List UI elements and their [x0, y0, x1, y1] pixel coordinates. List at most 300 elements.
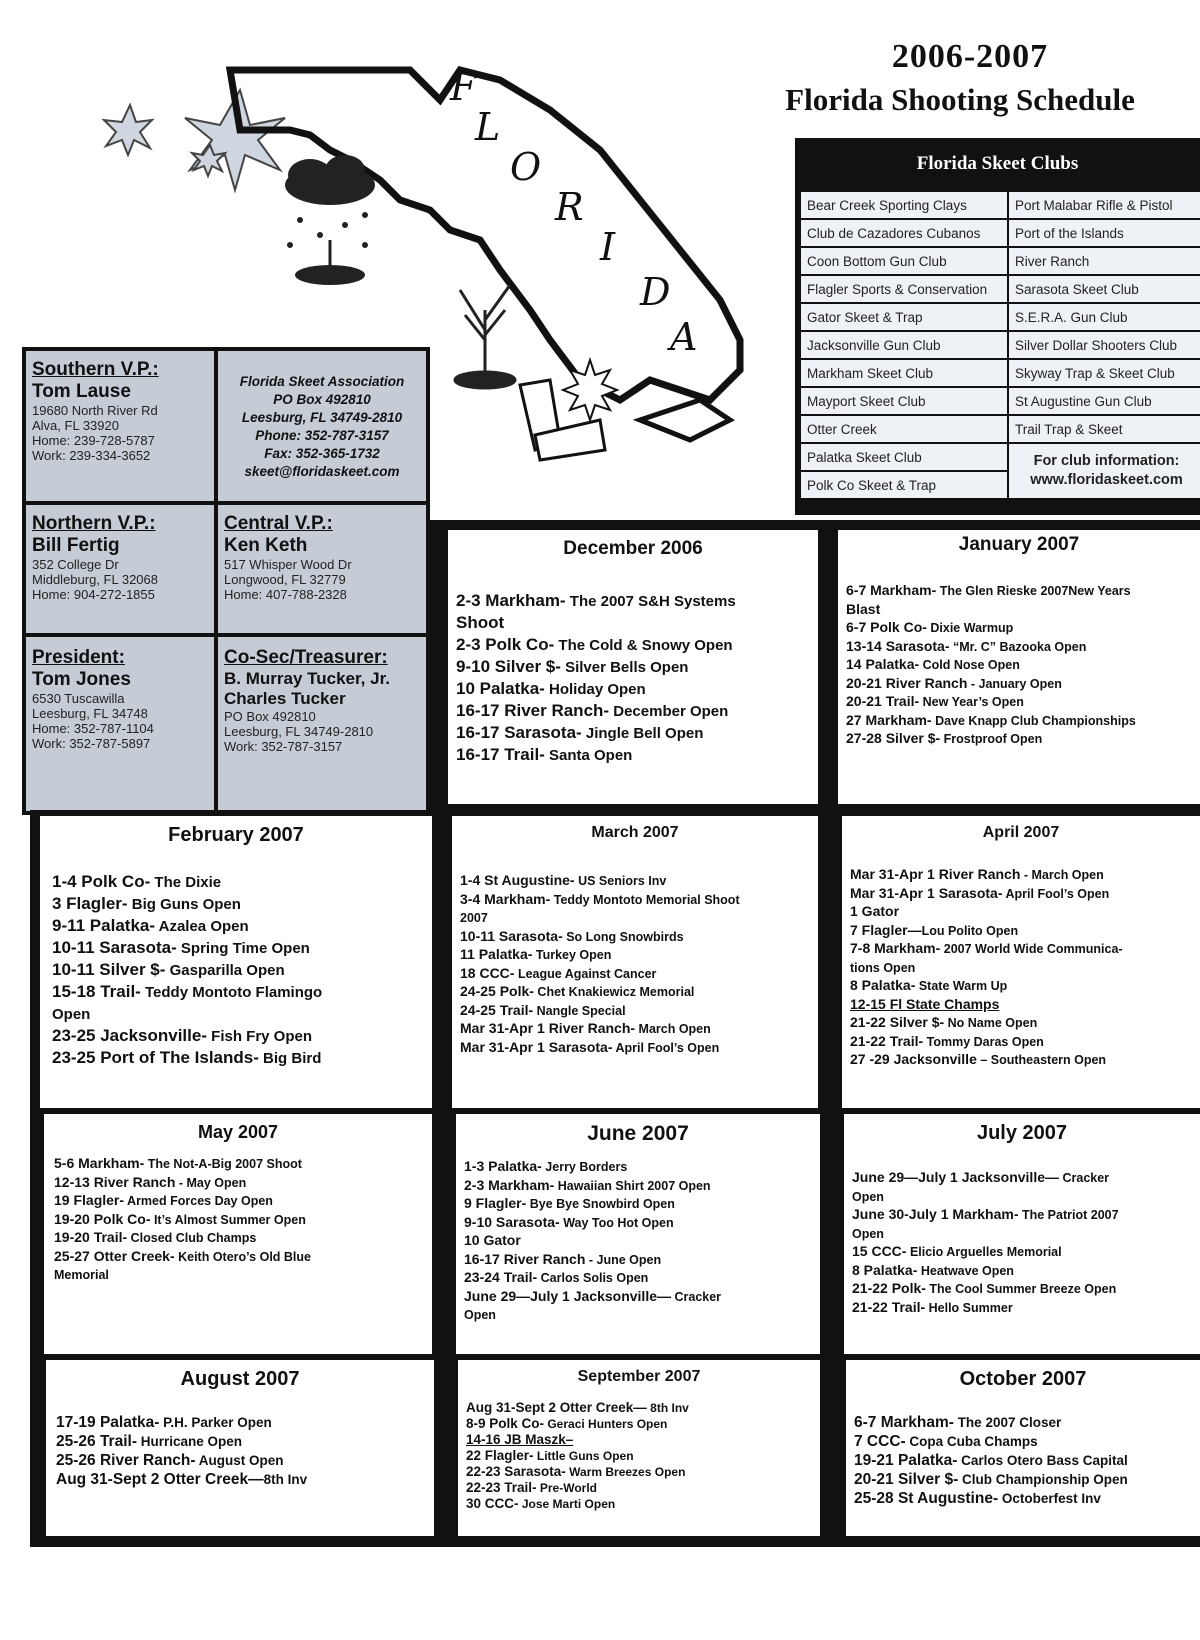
event-line	[466, 1496, 812, 1512]
event-location: 8 Palatka-	[850, 977, 916, 993]
event-line	[846, 712, 1192, 731]
event-description: The Glen Rieske 2007New Years	[936, 584, 1131, 598]
event-location: June 29—July 1 Jacksonville—	[852, 1169, 1059, 1185]
event-location: 1-3 Palatka-	[464, 1158, 542, 1174]
event-description: Lou Polito Open	[921, 923, 1019, 938]
event-description: Carlos Otero Bass Capital	[957, 1453, 1128, 1468]
officer-role: Northern V.P.:	[32, 513, 156, 534]
event-location: Aug 31-Sept 2 Otter Creek—	[466, 1400, 647, 1415]
club-row	[800, 219, 1200, 247]
month-title: March 2007	[591, 824, 679, 841]
event-location: 25-28 St Augustine-	[854, 1490, 999, 1507]
event-location: 27 -29 Jacksonville	[850, 1051, 977, 1067]
event-location: 7-8 Markham-	[850, 940, 941, 956]
event-location: 11 Palatka-	[460, 946, 533, 962]
officer-address: 6530 Tuscawilla	[32, 691, 125, 706]
officer-city: Alva, FL 33920	[32, 418, 119, 433]
bottom-border	[30, 1537, 1200, 1547]
event-description: Keith Otero’s Old Blue	[174, 1249, 311, 1264]
event-description: Teddy Montoto Flamingo	[140, 984, 323, 1001]
event-line	[850, 866, 1192, 885]
club-name: Sarasota Skeet Club	[1008, 275, 1200, 303]
month-cell-june	[456, 1114, 820, 1354]
central-vp-card	[218, 505, 426, 633]
event-description: Cracker	[1059, 1171, 1110, 1185]
event-line	[852, 1225, 1192, 1244]
event-line	[466, 1480, 812, 1496]
officer-city: Leesburg, FL 34748	[32, 706, 148, 721]
officer-name: Ken Keth	[224, 535, 308, 556]
event-location: 30 CCC-	[466, 1496, 519, 1511]
event-line	[54, 1155, 422, 1174]
event-line	[852, 1169, 1192, 1188]
event-location: 20-21 Silver $-	[854, 1471, 959, 1488]
event-description: 8th Inv	[646, 1401, 689, 1415]
event-line	[854, 1432, 1192, 1451]
officer-role: Central V.P.:	[224, 513, 333, 534]
officer-name: Tom Jones	[32, 669, 131, 690]
month-title: August 2007	[180, 1368, 300, 1390]
event-description: Chet Knakiewicz Memorial	[533, 985, 695, 999]
event-description: Tommy Daras Open	[923, 1034, 1044, 1049]
event-description: The Patriot 2007	[1018, 1208, 1119, 1222]
event-description: August Open	[195, 1453, 284, 1468]
officer-home-phone: Home: 239-728-5787	[32, 433, 155, 448]
event-location: Blast	[846, 600, 881, 617]
officer-work-phone: Work: 352-787-3157	[224, 739, 343, 754]
event-line	[460, 1020, 810, 1039]
month-cell-september	[458, 1360, 820, 1536]
event-line	[460, 1039, 810, 1058]
event-description: Cold Nose Open	[919, 658, 1020, 672]
club-name: Bear Creek Sporting Clays	[800, 191, 1008, 219]
event-line	[52, 959, 420, 981]
event-location: 25-26 Trail-	[56, 1433, 137, 1450]
event-line	[456, 744, 810, 766]
officer-address: 517 Whisper Wood Dr	[224, 557, 352, 572]
event-description: Copa Cuba Champs	[905, 1434, 1038, 1449]
club-name: Gator Skeet & Trap	[800, 303, 1008, 331]
skeet-clubs-table	[799, 190, 1200, 500]
event-location: 9-10 Silver $-	[456, 657, 561, 676]
association-fax: Fax: 352-365-1732	[264, 446, 380, 461]
event-line	[850, 903, 1192, 922]
event-location: 1-4 Polk Co-	[52, 872, 151, 891]
event-description: Closed Club Champs	[127, 1231, 257, 1245]
month-cell-october	[846, 1360, 1200, 1536]
event-location: 12-15 Fl State Champs	[850, 995, 1000, 1012]
event-description: Warm Breezes Open	[565, 1465, 686, 1479]
event-line	[54, 1229, 422, 1248]
event-line	[56, 1432, 424, 1451]
club-name: Skyway Trap & Skeet Club	[1008, 359, 1200, 387]
event-line	[464, 1158, 812, 1177]
event-description: Jose Marti Open	[518, 1497, 616, 1511]
officer-name: Bill Fertig	[32, 535, 120, 556]
event-line	[52, 893, 420, 915]
event-location: 22 Flagler-	[466, 1448, 534, 1463]
event-location: 10 Palatka-	[456, 679, 545, 698]
event-line	[52, 871, 420, 893]
event-description: Cracker	[671, 1289, 722, 1304]
month-title: January 2007	[958, 534, 1080, 555]
event-line	[456, 634, 810, 656]
association-city: Leesburg, FL 34749-2810	[241, 410, 403, 425]
map-letter-f: F	[450, 65, 477, 109]
club-name: Flagler Sports & Conservation	[800, 275, 1008, 303]
event-location: 23-25 Port of The Islands-	[52, 1048, 259, 1067]
event-line	[52, 937, 420, 959]
event-line	[854, 1451, 1192, 1470]
event-description: Jerry Borders	[541, 1160, 628, 1174]
southern-vp-card	[26, 351, 214, 501]
month-cell-may	[44, 1114, 432, 1354]
event-location: 10 Gator	[464, 1232, 521, 1248]
club-name: Trail Trap & Skeet	[1008, 415, 1200, 443]
event-description: 2007 World Wide Communica-	[940, 942, 1123, 956]
event-line	[466, 1448, 812, 1464]
event-line	[852, 1206, 1192, 1225]
event-line	[850, 922, 1192, 941]
event-location: 27 Markham-	[846, 711, 932, 728]
month-cell-february	[40, 816, 432, 1108]
event-line	[852, 1188, 1192, 1207]
event-location: 22-23 Trail-	[466, 1480, 537, 1495]
club-name: St Augustine Gun Club	[1008, 387, 1200, 415]
event-location: 12-13 River Ranch	[54, 1173, 176, 1190]
event-location: 23-25 Jacksonville-	[52, 1026, 207, 1045]
event-description: Teddy Montoto Memorial Shoot	[550, 892, 740, 907]
event-line	[56, 1413, 424, 1432]
event-list	[54, 1155, 422, 1285]
event-description: Silver Bells Open	[560, 659, 689, 676]
officer-address: PO Box 492810	[224, 709, 316, 724]
event-line	[846, 638, 1192, 657]
event-description: Pre-World	[536, 1481, 597, 1495]
club-info-label: For club information:	[1033, 453, 1180, 469]
month-cell-january	[838, 530, 1200, 804]
map-letter-l: L	[475, 105, 501, 149]
event-description: League Against Cancer	[514, 966, 657, 981]
event-description: State Warm Up	[915, 979, 1008, 993]
event-line	[460, 872, 810, 891]
event-location: 2-3 Markham-	[456, 591, 566, 610]
event-location: 6-7 Markham-	[846, 582, 937, 598]
map-letter-o: O	[510, 145, 542, 189]
event-description: The Dixie	[150, 874, 222, 891]
club-row	[800, 303, 1200, 331]
event-list	[456, 590, 810, 766]
officer-work-phone: Work: 352-787-5897	[32, 736, 151, 751]
association-name: Florida Skeet Association	[239, 374, 405, 389]
map-letter-i: I	[600, 225, 616, 269]
event-line	[456, 678, 810, 700]
club-info	[1008, 443, 1200, 499]
event-line	[464, 1195, 812, 1214]
officer-address: 19680 North River Rd	[32, 403, 158, 418]
event-line	[54, 1248, 422, 1267]
month-cell-august	[46, 1360, 434, 1536]
event-location: 10-11 Silver $-	[52, 960, 166, 979]
event-line	[850, 1033, 1192, 1052]
event-line	[852, 1243, 1192, 1262]
event-description: Carlos Solis Open	[537, 1271, 649, 1285]
event-line	[464, 1232, 812, 1251]
officer-home-phone: Home: 352-787-1104	[32, 721, 154, 736]
event-line	[54, 1174, 422, 1193]
event-description: The Not-A-Big 2007 Shoot	[144, 1157, 302, 1171]
event-description: Club Championship Open	[958, 1472, 1128, 1487]
tree-icon	[455, 285, 515, 388]
event-line	[456, 722, 810, 744]
event-description: tions Open	[850, 960, 916, 975]
month-title: October 2007	[959, 1368, 1087, 1390]
event-description: Hurricane Open	[137, 1434, 243, 1449]
club-row	[800, 275, 1200, 303]
event-location: 21-22 Silver $-	[850, 1014, 945, 1030]
event-line	[846, 730, 1192, 749]
event-line	[464, 1269, 812, 1288]
event-list	[460, 872, 810, 1057]
club-row	[800, 415, 1200, 443]
event-line	[850, 959, 1192, 978]
event-description: The Cold & Snowy Open	[554, 637, 733, 654]
event-description: Elicio Arguelles Memorial	[906, 1245, 1062, 1259]
event-location: 25-27 Otter Creek-	[54, 1247, 175, 1264]
event-location: 15 CCC-	[852, 1243, 907, 1259]
club-name: Club de Cazadores Cubanos	[800, 219, 1008, 247]
event-line	[850, 1051, 1192, 1070]
event-description: - May Open	[175, 1175, 247, 1190]
event-location: 2-3 Markham-	[464, 1176, 555, 1193]
event-line	[854, 1413, 1192, 1432]
map-letter-r: R	[555, 185, 584, 229]
event-description: Open	[852, 1226, 884, 1241]
event-description: - March Open	[1020, 868, 1104, 882]
event-line	[52, 981, 420, 1003]
event-description: Memorial	[54, 1268, 109, 1282]
event-location: 6-7 Markham-	[854, 1414, 954, 1431]
event-line	[54, 1211, 422, 1230]
event-description: Bye Bye Snowbird Open	[526, 1197, 675, 1211]
event-line	[456, 700, 810, 722]
event-description: Geraci Hunters Open	[544, 1417, 668, 1431]
event-description: Armed Forces Day Open	[124, 1194, 273, 1208]
club-name: River Ranch	[1008, 247, 1200, 275]
event-location: Mar 31-Apr 1 Sarasota-	[460, 1038, 613, 1055]
month-title: September 2007	[577, 1368, 701, 1385]
skeet-clubs-title: Florida Skeet Clubs	[916, 153, 1079, 174]
event-line	[56, 1451, 424, 1470]
treasurer-card	[218, 637, 426, 811]
event-description: December Open	[609, 703, 729, 720]
event-location: 20-21 Trail-	[846, 693, 920, 709]
event-list	[852, 1169, 1192, 1317]
event-description: Jingle Bell Open	[581, 725, 704, 742]
event-line	[846, 675, 1192, 694]
event-line	[54, 1192, 422, 1211]
president-card	[26, 637, 214, 811]
month-cell-march	[452, 816, 818, 1108]
event-description: Hawaiian Shirt 2007 Open	[554, 1178, 711, 1193]
event-location: Aug 31-Sept 2 Otter Creek—	[56, 1471, 264, 1488]
event-line	[466, 1432, 812, 1448]
event-line	[460, 1002, 810, 1021]
event-location: 10-11 Sarasota-	[460, 927, 563, 944]
event-location: 19-20 Polk Co-	[54, 1210, 151, 1227]
event-location: 6-7 Polk Co-	[846, 619, 927, 635]
club-row	[800, 359, 1200, 387]
event-location: 3-4 Markham-	[460, 890, 551, 907]
event-location: 24-25 Trail-	[460, 1001, 534, 1018]
skeet-clubs-panel	[795, 138, 1200, 515]
event-line	[52, 1047, 420, 1069]
event-description: Azalea Open	[155, 918, 249, 935]
event-description: - January Open	[967, 676, 1062, 691]
event-line	[466, 1416, 812, 1432]
event-description: Santa Open	[544, 747, 633, 764]
officer-role: Co-Sec/Treasurer:	[224, 647, 388, 668]
event-location: 3 Flagler-	[52, 894, 128, 913]
event-line	[460, 946, 810, 965]
officer-name: Charles Tucker	[224, 689, 346, 708]
officer-role: President:	[32, 647, 125, 668]
event-location: 13-14 Sarasota-	[846, 637, 950, 654]
event-location: 20-21 River Ranch	[846, 674, 968, 691]
event-location: 19-20 Trail-	[54, 1229, 128, 1245]
event-location: 24-25 Polk-	[460, 983, 534, 999]
event-location: 22-23 Sarasota-	[466, 1464, 566, 1479]
event-description: Way Too Hot Open	[559, 1215, 674, 1230]
event-line	[460, 928, 810, 947]
event-line	[460, 965, 810, 984]
month-title: April 2007	[982, 824, 1060, 841]
event-location: 16-17 River Ranch	[464, 1250, 586, 1267]
month-cell-july	[844, 1114, 1200, 1354]
event-line	[464, 1288, 812, 1307]
club-row	[800, 443, 1200, 471]
club-row	[800, 387, 1200, 415]
event-list	[52, 871, 420, 1069]
event-line	[854, 1489, 1192, 1508]
club-name: Silver Dollar Shooters Club	[1008, 331, 1200, 359]
event-description: Big Bird	[258, 1050, 322, 1067]
event-description: Open	[852, 1189, 884, 1204]
month-title: December 2006	[563, 538, 703, 559]
event-line	[464, 1177, 812, 1196]
event-description: Nangle Special	[533, 1003, 626, 1018]
event-location: 15-18 Trail-	[52, 982, 141, 1001]
event-description: Dave Knapp Club Championships	[931, 713, 1136, 728]
officer-city: Longwood, FL 32779	[224, 572, 346, 587]
event-location: 18 CCC-	[460, 964, 515, 981]
event-location: 2-3 Polk Co-	[456, 635, 555, 654]
officer-home-phone: Home: 904-272-1855	[32, 587, 155, 602]
event-description: Heatwave Open	[917, 1263, 1014, 1278]
association-email: skeet@floridaskeet.com	[244, 464, 400, 479]
club-row	[800, 191, 1200, 219]
event-line	[464, 1214, 812, 1233]
event-line	[850, 1014, 1192, 1033]
officers-panel	[22, 347, 430, 815]
club-name: S.E.R.A. Gun Club	[1008, 303, 1200, 331]
officer-city: Middleburg, FL 32068	[32, 572, 158, 587]
event-line	[456, 590, 810, 612]
event-description: US Seniors Inv	[574, 874, 667, 888]
northern-vp-card	[26, 505, 214, 633]
officer-address: 352 College Dr	[32, 557, 119, 572]
club-row	[800, 247, 1200, 275]
event-location: 8-9 Polk Co-	[466, 1416, 545, 1431]
event-description: “Mr. C” Bazooka Open	[949, 639, 1087, 654]
event-line	[852, 1262, 1192, 1281]
officer-name: B. Murray Tucker, Jr.	[224, 669, 390, 688]
event-location: Mar 31-Apr 1 Sarasota-	[850, 884, 1003, 901]
event-line	[466, 1464, 812, 1480]
event-location: 16-17 River Ranch-	[456, 701, 610, 720]
event-description: Little Guns Open	[533, 1449, 634, 1463]
event-description: The 2007 Closer	[953, 1415, 1062, 1430]
event-line	[460, 891, 810, 910]
officer-role: Southern V.P.:	[32, 359, 159, 380]
event-location: 1 Gator	[850, 903, 900, 919]
association-phone: Phone: 352-787-3157	[255, 428, 389, 443]
event-location: 1-4 St Augustine-	[460, 872, 575, 888]
event-list	[56, 1413, 424, 1489]
event-description: - June Open	[585, 1252, 662, 1267]
rain-cloud-icon	[285, 155, 375, 285]
event-location: 14-16 JB Maszk–	[466, 1432, 574, 1447]
event-location: 5-6 Markham-	[54, 1155, 145, 1171]
club-row	[800, 331, 1200, 359]
event-line	[52, 1003, 420, 1025]
club-name: Otter Creek	[800, 415, 1008, 443]
event-line	[52, 915, 420, 937]
club-name: Palatka Skeet Club	[800, 443, 1008, 471]
officer-name: Tom Lause	[32, 381, 131, 402]
schedule-year: 2006-2007	[891, 38, 1049, 75]
event-location: 27-28 Silver $-	[846, 730, 941, 746]
event-location: 7 Flagler—	[850, 921, 922, 938]
schedule-title: Florida Shooting Schedule	[785, 82, 1135, 117]
event-line	[466, 1400, 812, 1416]
event-description: Big Guns Open	[127, 896, 241, 913]
event-location: Shoot	[456, 613, 505, 632]
event-line	[850, 940, 1192, 959]
club-name: Port Malabar Rifle & Pistol	[1008, 191, 1200, 219]
club-info-url[interactable]: www.floridaskeet.com	[1030, 472, 1183, 488]
event-description: Open	[464, 1308, 496, 1322]
event-line	[52, 1025, 420, 1047]
event-location: 21-22 Polk-	[852, 1280, 926, 1296]
event-description: Holiday Open	[544, 681, 646, 698]
event-description: P.H. Parker Open	[159, 1415, 272, 1430]
event-description: The 2007 S&H Systems	[565, 593, 736, 610]
event-description: No Name Open	[944, 1016, 1038, 1030]
event-description: 2007	[460, 911, 488, 925]
event-description: 8th Inv	[263, 1472, 308, 1487]
event-description: The Cool Summer Breeze Open	[925, 1282, 1117, 1296]
club-name: Polk Co Skeet & Trap	[800, 471, 1008, 499]
event-location: 9-10 Sarasota-	[464, 1213, 560, 1230]
month-cell-april	[842, 816, 1200, 1108]
event-location: 21-22 Trail-	[850, 1032, 924, 1049]
club-name: Port of the Islands	[1008, 219, 1200, 247]
officer-home-phone: Home: 407-788-2328	[224, 587, 347, 602]
event-line	[852, 1299, 1192, 1318]
event-location: 14 Palatka-	[846, 656, 920, 672]
event-description: April Fool’s Open	[1002, 886, 1110, 901]
